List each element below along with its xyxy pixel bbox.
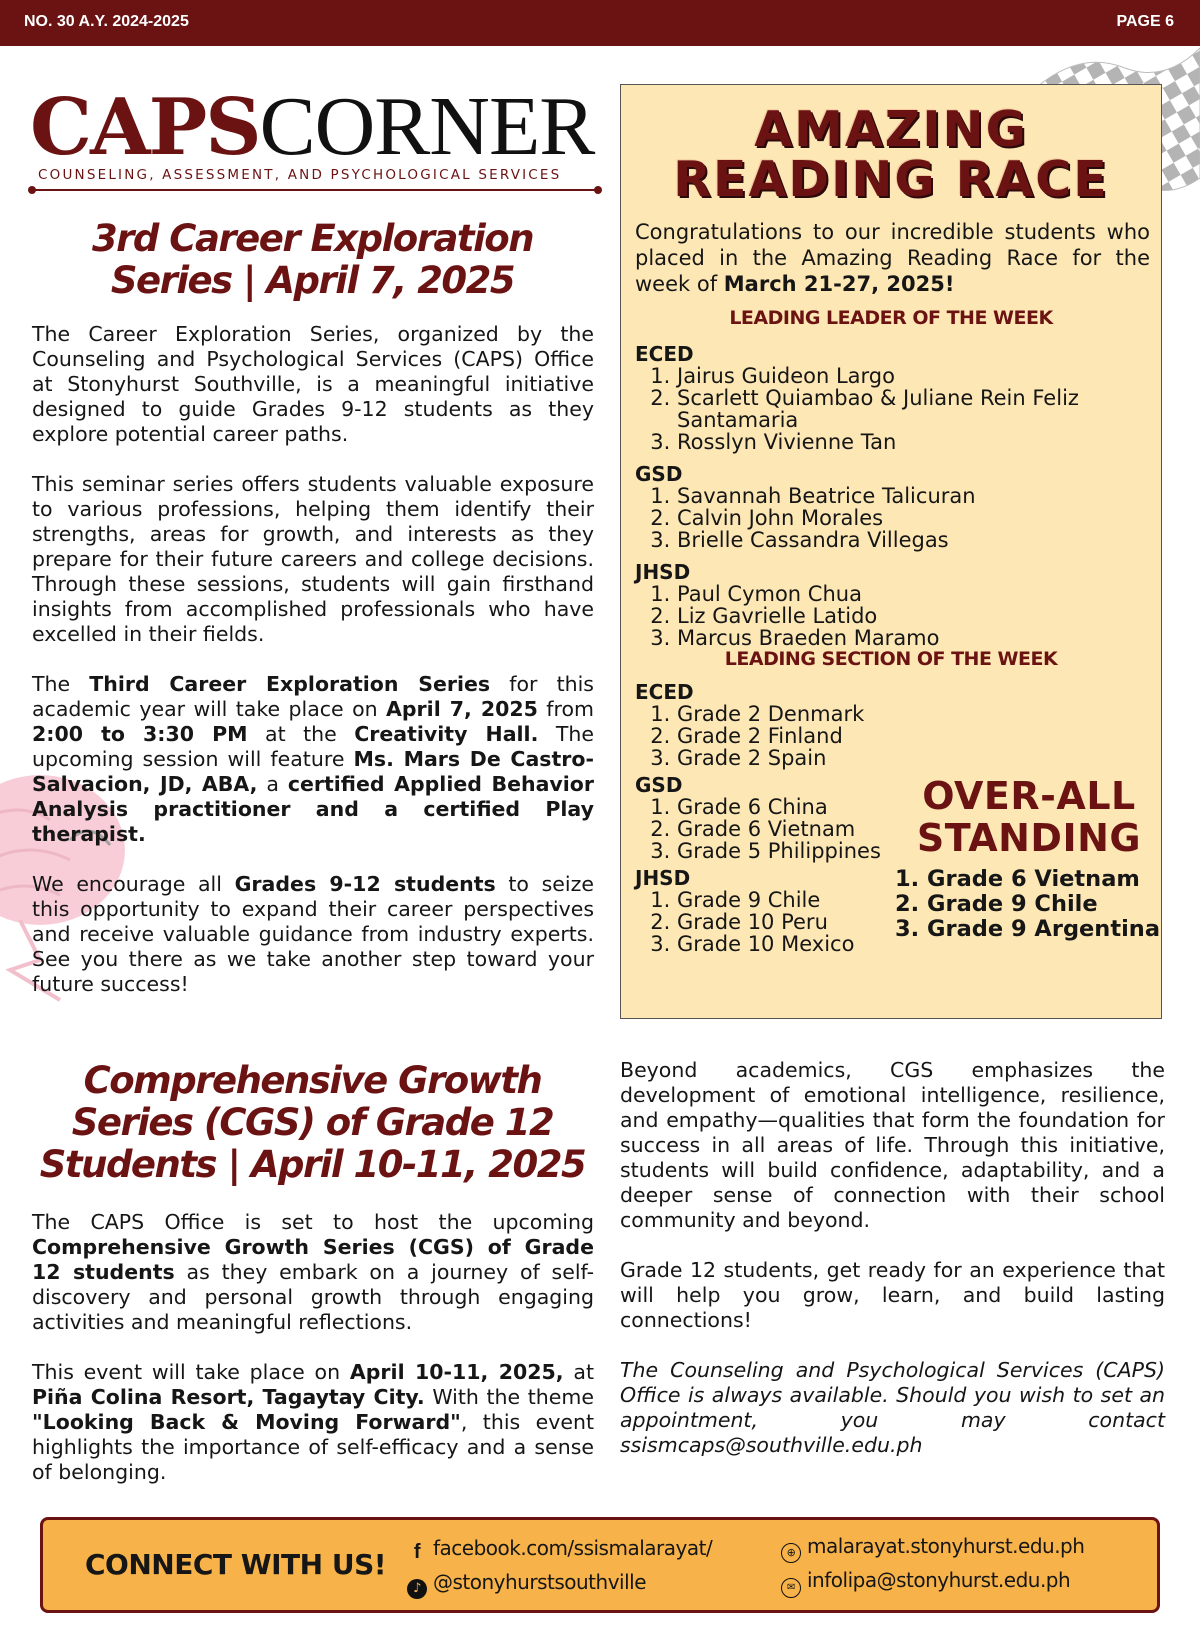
leader-group (635, 561, 1145, 649)
section-group (635, 867, 925, 955)
section-group (635, 681, 925, 769)
masthead-title (30, 80, 595, 173)
leader-list-item: 3. Rosslyn Vivienne Tan (677, 431, 1145, 453)
issue-number: NO. 30 A.Y. 2024-2025 (24, 13, 189, 30)
overall-standing (893, 775, 1165, 942)
career-series-title-line2: Series | April 7, 2025 (110, 259, 515, 302)
section-list-item: 1. Grade 9 Chile (677, 889, 925, 911)
cgs-body-right (620, 1058, 1165, 1483)
section-list-item: 1. Grade 6 China (677, 796, 925, 818)
career-series-title-line1: 3rd Career Exploration (91, 217, 534, 260)
section-list-item: 2. Grade 10 Peru (677, 911, 925, 933)
reading-race-title (621, 101, 1161, 208)
caps-contact-note: The Counseling and Psychological Services (CAPS) Office is always available. Should you wish to set an appointment, you may contact ssismcaps@southville.edu.ph (620, 1358, 1165, 1457)
masthead (30, 80, 600, 195)
section-dept-label: JHSD (635, 866, 691, 890)
career-series-paragraph-3: The Third Career Exploration Series for this academic year will take place on April 7, 2025 from 2:00 to 3:30 PM at the Creativity Hall. The upcoming session will feature Ms. Mars De Castro-Salvacion, JD, ABA, a certified Applied Behavior Analysis practitioner and a certified Play therapist. (32, 672, 594, 846)
leader-list-item: 2. Liz Gavrielle Latido (677, 605, 1145, 627)
mail-icon: ✉ (781, 1578, 801, 1598)
leading-section-list (635, 681, 925, 960)
cgs-paragraph-2: This event will take place on April 10-11, 2025, at Piña Colina Resort, Tagaytay City. With the theme "Looking Back & Moving Forward", this event highlights the importance of self-efficacy and a sense of belonging. (32, 1360, 594, 1484)
section-list-item: 2. Grade 6 Vietnam (677, 818, 925, 840)
overall-standing-title: OVER-ALL STANDING (916, 774, 1142, 860)
cgs-title (30, 1060, 595, 1186)
tiktok-icon: ♪ (407, 1579, 427, 1599)
leading-leader-title: LEADING LEADER OF THE WEEK (729, 307, 1053, 329)
overall-list-item: 1. Grade 6 Vietnam (927, 867, 1165, 892)
cgs-title-line3: Students | April 10-11, 2025 (39, 1143, 586, 1186)
leader-group (635, 343, 1145, 453)
tiktok-link[interactable]: ♪ @stonyhurstsouthville (407, 1570, 646, 1599)
masthead-caps: CAPS (30, 82, 260, 173)
career-series-body (32, 322, 594, 1022)
section-rank-list (635, 889, 925, 955)
leader-rank-list (635, 485, 1145, 551)
leader-list-item: 1. Savannah Beatrice Talicuran (677, 485, 1145, 507)
section-list-item: 1. Grade 2 Denmark (677, 703, 925, 725)
cgs-paragraph-3: Beyond academics, CGS emphasizes the development of emotional intelligence, resilience, and empathy—qualities that form the foundation for success in all areas of life. Through this initiative, students will build confidence, adaptability, and a deeper sense of connection with their school community and beyond. (620, 1058, 1165, 1232)
leader-list-item: 1. Jairus Guideon Largo (677, 365, 1145, 387)
reading-race-box (620, 84, 1162, 1019)
cgs-body-left (32, 1210, 594, 1510)
overall-list-item: 2. Grade 9 Chile (927, 892, 1165, 917)
overall-list-item: 3. Grade 9 Argentina (927, 917, 1165, 942)
leading-section-title: LEADING SECTION OF THE WEEK (724, 648, 1058, 670)
reading-race-intro: Congratulations to our incredible students who placed in the Amazing Reading Race for the week of March 21-27, 2025! (635, 220, 1150, 296)
section-list-item: 2. Grade 2 Finland (677, 725, 925, 747)
connect-footer (40, 1517, 1160, 1613)
reading-race-title-line1: AMAZING (754, 101, 1028, 158)
masthead-divider (30, 189, 600, 191)
career-series-paragraph-4: We encourage all Grades 9-12 students to seize this opportunity to expand their career perspectives and receive valuable guidance from industry experts. See you there as we take another step toward your future success! (32, 872, 594, 996)
leading-leader-list (635, 343, 1145, 659)
section-group (635, 774, 925, 862)
overall-standing-list (893, 867, 1165, 942)
cgs-title-line2: Series (CGS) of Grade 12 (71, 1101, 554, 1144)
section-list-item: 3. Grade 2 Spain (677, 747, 925, 769)
reading-race-title-line2: READING RACE (673, 151, 1109, 208)
globe-icon: ⊕ (781, 1543, 801, 1563)
leader-list-item: 3. Brielle Cassandra Villegas (677, 529, 1145, 551)
section-dept-label: GSD (635, 773, 683, 797)
leader-list-item: 1. Paul Cymon Chua (677, 583, 1145, 605)
masthead-corner: CORNER (259, 80, 595, 173)
leader-dept-label: ECED (635, 342, 694, 366)
section-rank-list (635, 796, 925, 862)
leader-list-item: 2. Scarlett Quiambao & Juliane Rein Feliz Santamaria (677, 387, 1145, 431)
page-number: PAGE 6 (1116, 13, 1174, 30)
website-link[interactable]: ⊕ malarayat.stonyhurst.edu.ph (781, 1534, 1084, 1563)
leader-dept-label: GSD (635, 462, 683, 486)
cgs-paragraph-4: Grade 12 students, get ready for an experience that will help you grow, learn, and build lasting connections! (620, 1258, 1165, 1332)
section-rank-list (635, 703, 925, 769)
leader-group (635, 463, 1145, 551)
career-series-paragraph-1: The Career Exploration Series, organized by the Counseling and Psychological Services (CAPS) Office at Stonyhurst Southville, is a meaningful initiative designed to guide Grades 9-12 students as they explore potential career paths. (32, 322, 594, 446)
career-series-title (30, 218, 595, 302)
facebook-link[interactable]: f facebook.com/ssismalarayat/ (407, 1536, 712, 1562)
leader-rank-list (635, 365, 1145, 453)
cgs-paragraph-1: The CAPS Office is set to host the upcoming Comprehensive Growth Series (CGS) of Grade 12 students as they embark on a journey of self-discovery and personal growth through engaging activities and meaningful reflections. (32, 1210, 595, 1334)
leader-dept-label: JHSD (635, 560, 691, 584)
leader-list-item: 2. Calvin John Morales (677, 507, 1145, 529)
connect-heading: CONNECT WITH US! (85, 1548, 386, 1581)
leader-list-item: 3. Marcus Braeden Maramo (677, 627, 1145, 649)
email-link[interactable]: ✉ infolipa@stonyhurst.edu.ph (781, 1568, 1070, 1598)
section-dept-label: ECED (635, 680, 694, 704)
masthead-subtitle: COUNSELING, ASSESSMENT, AND PSYCHOLOGICAL SERVICES (38, 167, 562, 183)
career-series-paragraph-2: This seminar series offers students valuable exposure to various professions, helping them identify their strengths, areas for growth, and interests as they prepare for their future careers and college decisions. Through these sessions, students will gain firsthand insights from accomplished professionals who have excelled in their fields. (32, 472, 594, 646)
section-list-item: 3. Grade 10 Mexico (677, 933, 925, 955)
facebook-icon: f (413, 1541, 421, 1563)
leader-rank-list (635, 583, 1145, 649)
cgs-title-line1: Comprehensive Growth (83, 1059, 542, 1102)
section-list-item: 3. Grade 5 Philippines (677, 840, 925, 862)
